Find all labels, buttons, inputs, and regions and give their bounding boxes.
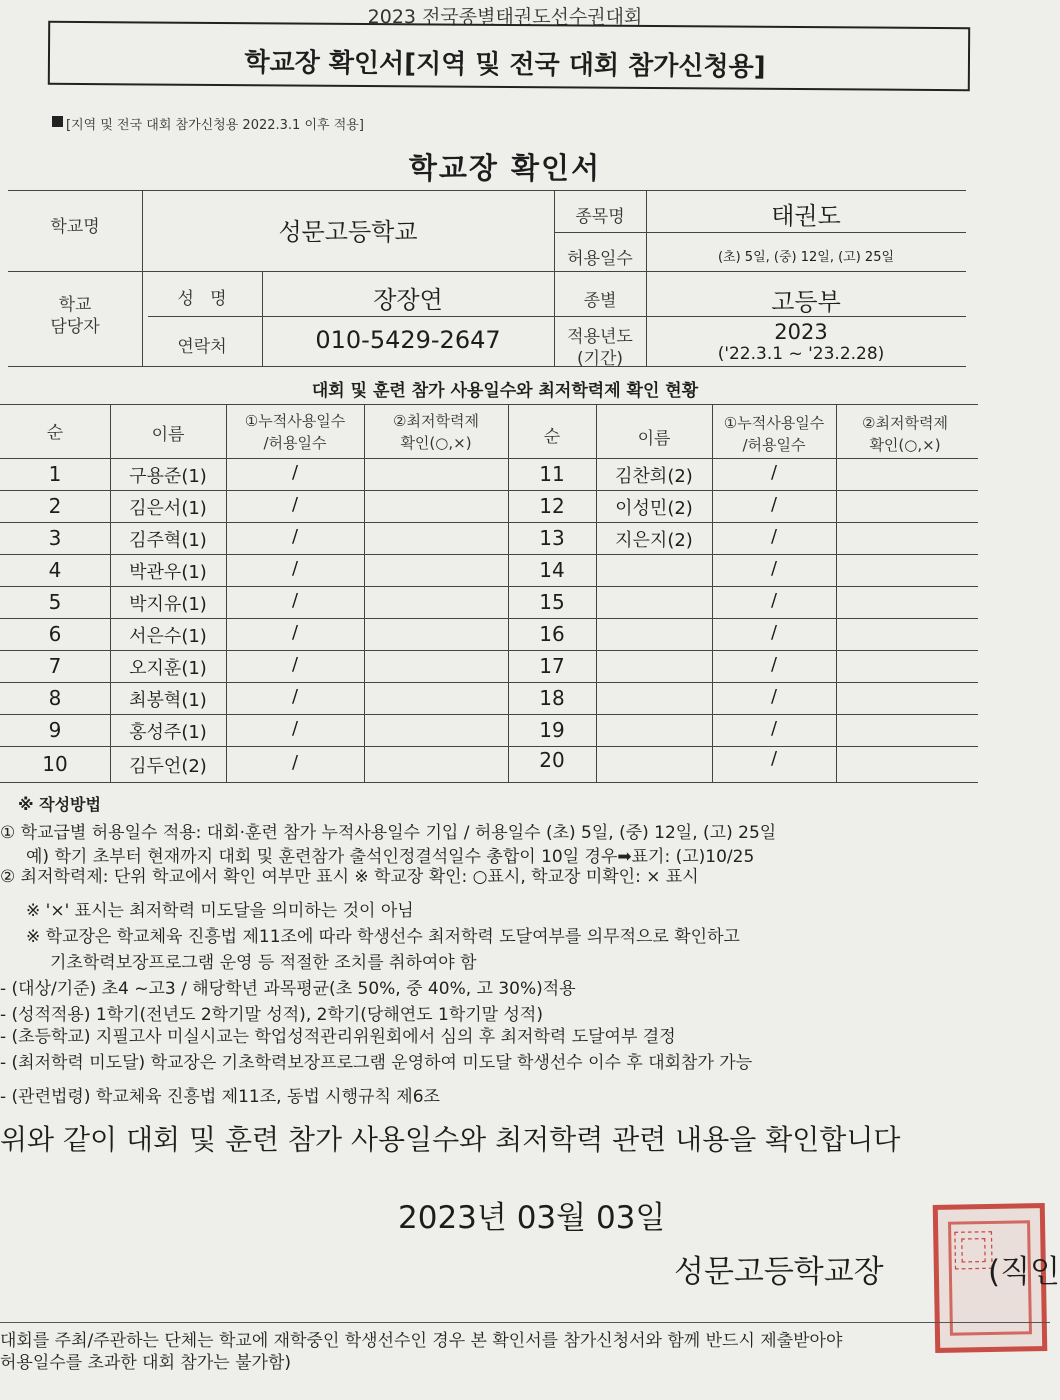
table-row-divider (0, 682, 978, 683)
table-row-days: / (770, 590, 778, 611)
left-no-header: 순 (46, 423, 64, 443)
table-row-no: 2 (48, 494, 62, 518)
table-row-name: 이성민(2) (615, 498, 693, 519)
contact-label: 연락처 (177, 337, 227, 357)
division-label: 종별 (583, 291, 617, 311)
instruction-line: - (최저학력 미도달) 학교장은 기초학력보장프로그램 운영하여 미도달 학생선수 이수 후 대회참가 가능 (0, 1053, 753, 1073)
application-notice: [지역 및 전국 대회 참가신청용 2022.3.1 이후 적용] (66, 118, 364, 133)
instructions-title: ※ 작성방법 (18, 795, 101, 814)
table-row-no: 9 (48, 718, 62, 742)
allowed-days-value: (초) 5일, (중) 12일, (고) 25일 (717, 250, 895, 265)
school-name-value: 성문고등학교 (278, 218, 418, 246)
table-row-divider (0, 650, 978, 651)
table-row-no: 6 (48, 622, 62, 646)
division-value: 고등부 (771, 288, 841, 316)
year-label-line2: (기간) (576, 349, 624, 369)
left-min-header-2: 확인(○,×) (400, 434, 472, 452)
table-row-no: 5 (48, 590, 62, 614)
table-row-days: / (770, 494, 778, 515)
table-row-days: / (291, 654, 299, 675)
table-row-no: 11 (539, 462, 565, 486)
principal-signature-line: 성문고등학교장 (674, 1254, 884, 1290)
table-row-name: 오지훈(1) (129, 658, 207, 679)
table-row-no: 15 (539, 590, 565, 614)
table-row-no: 18 (539, 686, 565, 710)
table-row-name: 지은지(2) (615, 530, 693, 551)
allowed-days-label: 허용일수 (567, 249, 633, 269)
left-days-header-2: /허용일수 (263, 434, 327, 452)
instruction-line: - (초등학교) 지필고사 미실시교는 학업성적관리위원회에서 심의 후 최저학력 도달여부 결정 (0, 1027, 676, 1047)
table-row-days: / (770, 686, 778, 707)
table-row-no: 4 (48, 558, 62, 582)
instruction-line: ② 최저학력제: 단위 학교에서 확인 여부만 표시 ※ 학교장 확인: ○표시, 학교장 미확인: × 표시 (0, 867, 699, 887)
competition-caption: 2023 전국종별태권도선수권대회 (367, 6, 643, 28)
table-row-no: 14 (539, 558, 565, 582)
table-row-name: 김두언(2) (129, 756, 207, 777)
table-row-name: 홍성주(1) (129, 722, 207, 743)
year-label-line1: 적용년도 (567, 327, 633, 347)
table-row-name: 김찬희(2) (615, 466, 693, 487)
right-name-header: 이름 (637, 429, 671, 449)
year-period: ('22.3.1 ~ '23.2.28) (717, 344, 885, 364)
table-row-days: / (770, 558, 778, 579)
instruction-line: ① 학교급별 허용일수 적용: 대회·훈련 참가 누적사용일수 기입 / 허용일수 (초) 5일, (중) 12일, (고) 25일 (0, 823, 777, 843)
seal-lettering: ⿴ (952, 1226, 995, 1277)
right-no-header: 순 (543, 427, 561, 447)
table-row-divider (0, 746, 978, 747)
table-row-days: / (770, 718, 778, 739)
table-row-divider (0, 554, 978, 555)
table-row-divider (0, 490, 978, 491)
seal-label: (직인 (988, 1254, 1060, 1290)
table-row-no: 7 (48, 654, 62, 678)
instruction-line: ※ '×' 표시는 최저학력 미도달을 의미하는 것이 아님 (26, 901, 414, 921)
table-row-days: / (770, 748, 778, 769)
table-row-no: 12 (539, 494, 565, 518)
table-row-no: 17 (539, 654, 565, 678)
table-row-no: 16 (539, 622, 565, 646)
right-days-header-1: ①누적사용일수 (723, 414, 825, 432)
table-row-days: / (770, 622, 778, 643)
instruction-line: 기초학력보장프로그램 운영 등 적절한 조치를 취하여야 함 (50, 953, 477, 973)
instruction-line: 예) 학기 초부터 현재까지 대회 및 훈련참가 출석인정결석일수 총합이 10일 경우➡표기: (고)10/25 (26, 847, 755, 867)
table-row-no: 8 (48, 686, 62, 710)
table-row-name: 구용준(1) (129, 466, 207, 487)
table-row-days: / (291, 558, 299, 579)
table-row-days: / (291, 494, 299, 515)
left-days-header-1: ①누적사용일수 (244, 412, 346, 430)
instruction-line: - (대상/기준) 초4 ~고3 / 해당학년 과목평균(초 50%, 중 40%, 고 30%)적용 (0, 979, 576, 999)
right-min-header-1: ②최저학력제 (862, 414, 948, 432)
manager-label-line2: 담당자 (50, 317, 100, 337)
table-row-no: 3 (48, 526, 62, 550)
right-days-header-2: /허용일수 (742, 436, 806, 454)
table-row-name: 박관우(1) (129, 562, 207, 583)
table-row-divider (0, 522, 978, 523)
issue-date: 2023년 03월 03일 (398, 1200, 666, 1236)
table-row-days: / (291, 590, 299, 611)
table-row-name: 김주혁(1) (129, 530, 207, 551)
table-row-divider (0, 618, 978, 619)
document-title: 학교장 확인서[지역 및 전국 대회 참가신청용] (244, 47, 766, 83)
table-row-no: 20 (539, 748, 565, 772)
school-name-label: 학교명 (50, 217, 100, 237)
table-row-days: / (291, 526, 299, 547)
table-row-days: / (770, 526, 778, 547)
table-row-no: 13 (539, 526, 565, 550)
person-name-value: 장장연 (373, 286, 443, 314)
right-min-header-2: 확인(○,×) (869, 436, 941, 454)
confirmation-statement: 위와 같이 대회 및 훈련 참가 사용일수와 최저학력 관련 내용을 확인합니다 (0, 1123, 901, 1156)
event-value: 태권도 (771, 202, 841, 230)
left-min-header-1: ②최저학력제 (393, 412, 479, 430)
person-name-label: 성 명 (177, 289, 227, 309)
table-row-no: 19 (539, 718, 565, 742)
footer-note-line2: 허용일수를 초과한 대회 참가는 불가함) (0, 1353, 291, 1373)
table-row-no: 10 (42, 752, 68, 776)
instruction-line: ※ 학교장은 학교체육 진흥법 제11조에 따라 학생선수 최저학력 도달여부를 의무적으로 확인하고 (26, 927, 740, 947)
status-table-title: 대회 및 훈련 참가 사용일수와 최저학력제 확인 현황 (311, 381, 699, 401)
table-row-no: 1 (48, 462, 62, 486)
footer-note-line1: 대회를 주최/주관하는 단체는 학교에 재학중인 학생선수인 경우 본 확인서를 참가신청서와 함께 반드시 제출받아야 (0, 1331, 843, 1351)
left-name-header: 이름 (151, 425, 185, 445)
manager-label-line1: 학교 (58, 295, 92, 315)
instruction-line: - (관련법령) 학교체육 진흥법 제11조, 동법 시행규칙 제6조 (0, 1087, 440, 1107)
instruction-line: - (성적적용) 1학기(전년도 2학기말 성적), 2학기(당해연도 1학기말 성적) (0, 1005, 543, 1025)
table-row-days: / (291, 752, 299, 773)
bullet-square-icon (52, 116, 63, 127)
table-row-days: / (291, 718, 299, 739)
table-row-days: / (291, 622, 299, 643)
table-row-days: / (770, 654, 778, 675)
table-row-name: 김은서(1) (129, 498, 207, 519)
table-row-name: 최봉혁(1) (129, 690, 207, 711)
table-row-divider (0, 714, 978, 715)
table-row-days: / (291, 462, 299, 483)
confirmation-heading: 학교장 확인서 (408, 151, 602, 185)
contact-value: 010-5429-2647 (315, 326, 501, 354)
table-row-divider (0, 586, 978, 587)
table-row-name: 서은수(1) (129, 626, 207, 647)
year-value: 2023 (774, 320, 828, 344)
event-label: 종목명 (575, 207, 625, 227)
table-row-days: / (291, 686, 299, 707)
table-row-divider (0, 782, 978, 783)
table-row-days: / (770, 462, 778, 483)
table-row-name: 박지유(1) (129, 594, 207, 615)
